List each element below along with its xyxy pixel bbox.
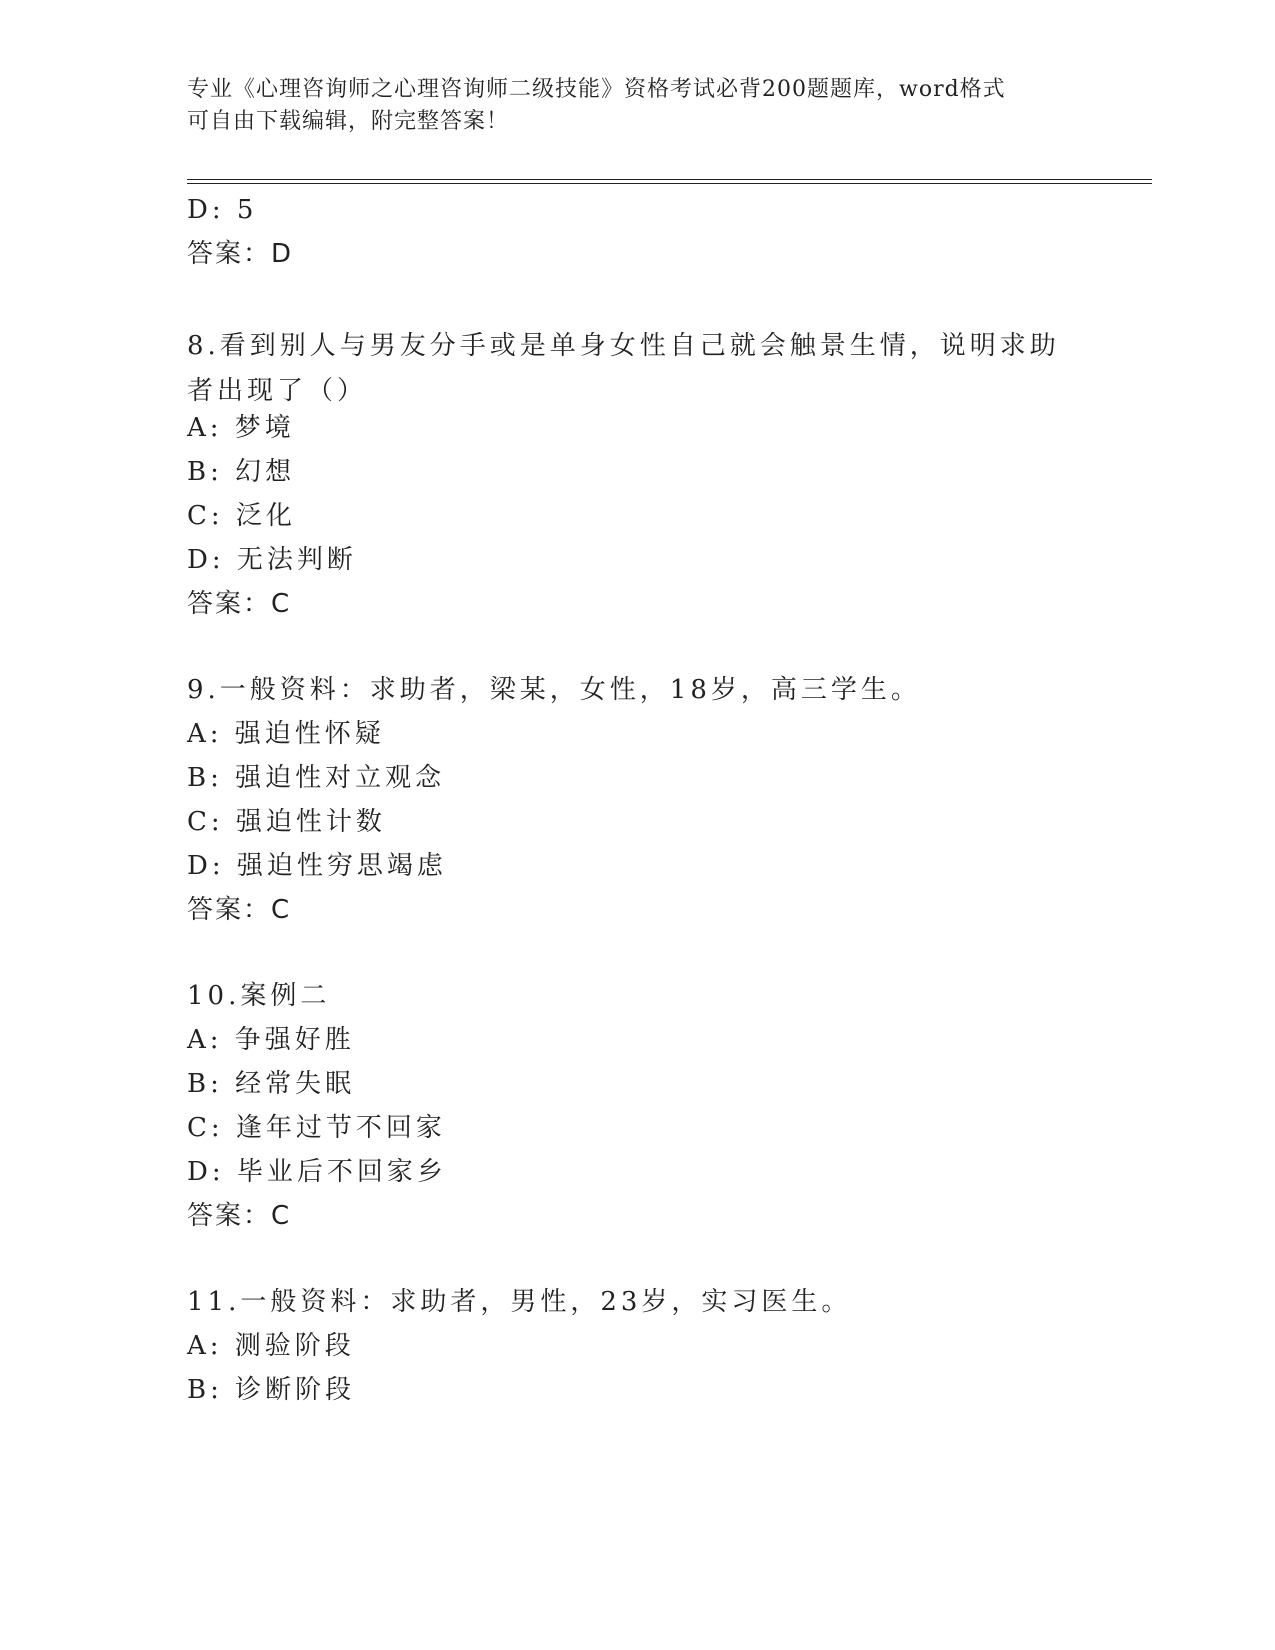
q9-answer: 答案：C xyxy=(187,895,292,925)
q10-option-d: D: 毕业后不回家乡 xyxy=(187,1157,447,1187)
q11-option-b: B: 诊断阶段 xyxy=(187,1375,356,1405)
header-title-line-2: 可自由下载编辑，附完整答案！ xyxy=(187,109,510,134)
q8-option-c: C: 泛化 xyxy=(187,501,296,531)
header-divider-bottom xyxy=(187,183,1152,184)
q8-option-d: D: 无法判断 xyxy=(187,545,357,575)
q7-option-d: D: 5 xyxy=(187,195,258,225)
q8-option-b: B: 幻想 xyxy=(187,457,296,487)
q7-answer: 答案：D xyxy=(187,239,294,269)
document-header xyxy=(187,74,1087,138)
q8-answer: 答案：C xyxy=(187,589,292,619)
q9-option-d: D: 强迫性穷思竭虑 xyxy=(187,851,447,881)
q10-option-c: C: 逢年过节不回家 xyxy=(187,1113,446,1143)
q10-option-b: B: 经常失眠 xyxy=(187,1069,356,1099)
q9-option-b: B: 强迫性对立观念 xyxy=(187,763,446,793)
q9-option-a: A: 强迫性怀疑 xyxy=(187,719,385,749)
header-title-line-1: 专业《心理咨询师之心理咨询师二级技能》资格考试必背200题题库，word格式 xyxy=(187,77,1006,102)
q8-stem: 8.看到别人与男友分手或是单身女性自己就会触景生情，说明求助者出现了（） xyxy=(187,331,1060,406)
q9-stem: 9.一般资料：求助者，梁某，女性，18岁，高三学生。 xyxy=(187,675,921,705)
q11-stem: 11.一般资料：求助者，男性，23岁，实习医生。 xyxy=(187,1287,852,1317)
header-divider-top xyxy=(187,179,1152,180)
q10-answer: 答案：C xyxy=(187,1201,292,1231)
q8-option-a: A: 梦境 xyxy=(187,413,295,443)
q10-stem: 10.案例二 xyxy=(187,981,331,1011)
q10-option-a: A: 争强好胜 xyxy=(187,1025,355,1055)
q9-option-c: C: 强迫性计数 xyxy=(187,807,386,837)
q11-option-a: A: 测验阶段 xyxy=(187,1331,355,1361)
